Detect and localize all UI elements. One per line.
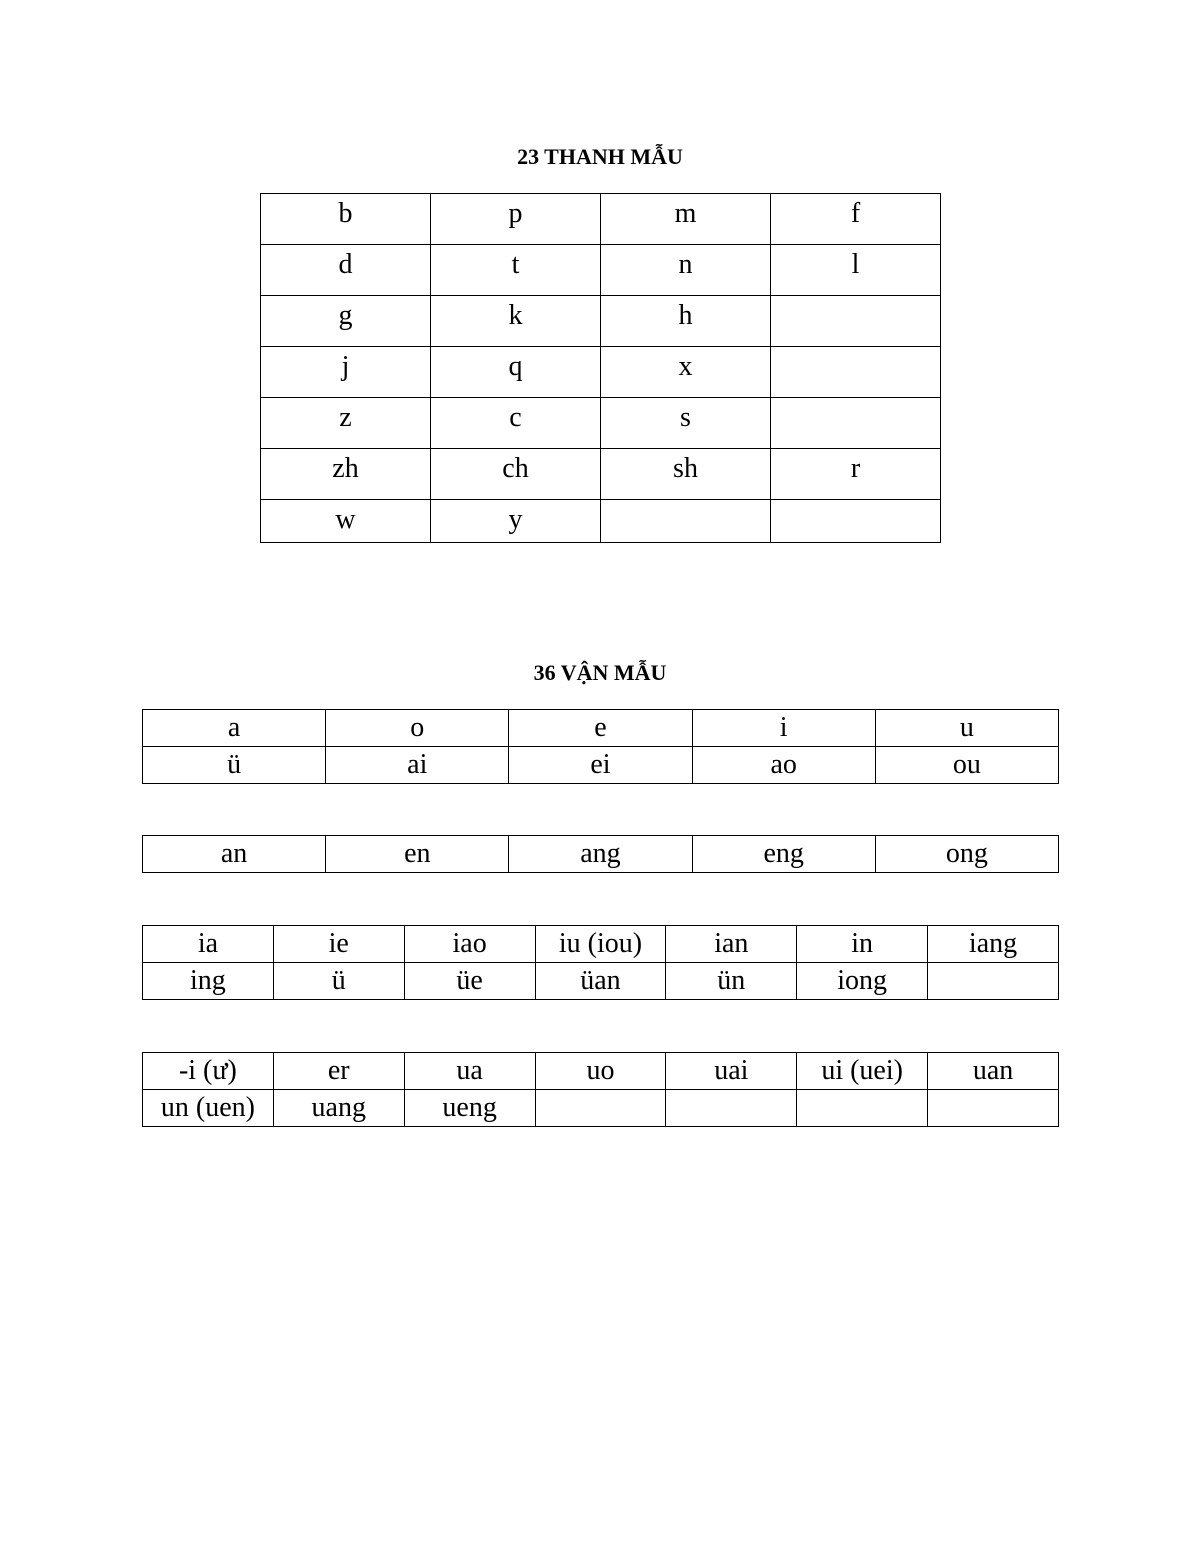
initials-title: 23 THANH MẪU <box>517 144 683 169</box>
table-cell <box>771 398 941 449</box>
table-cell: ü <box>273 963 404 1000</box>
table-row <box>261 296 941 347</box>
table-cell: iao <box>404 926 535 963</box>
finals-table-nasal <box>142 835 1059 873</box>
table-cell: t <box>431 245 601 296</box>
table-cell: i <box>692 710 875 747</box>
table-row <box>261 398 941 449</box>
table-row <box>143 747 1059 784</box>
table-cell: ing <box>143 963 274 1000</box>
table-cell <box>797 1090 928 1127</box>
table-row <box>261 500 941 543</box>
table-cell <box>771 500 941 543</box>
table-row <box>143 1053 1059 1090</box>
table-cell <box>666 1090 797 1127</box>
table-cell <box>771 347 941 398</box>
table-cell <box>928 963 1059 1000</box>
table-cell: s <box>601 398 771 449</box>
table-row <box>261 194 941 245</box>
table-cell: en <box>326 836 509 873</box>
table-cell: in <box>797 926 928 963</box>
table-cell: iong <box>797 963 928 1000</box>
table-cell: a <box>143 710 326 747</box>
table-cell: zh <box>261 449 431 500</box>
table-cell: üan <box>535 963 666 1000</box>
table-cell: ia <box>143 926 274 963</box>
table-cell: ou <box>875 747 1058 784</box>
table-cell: uai <box>666 1053 797 1090</box>
finals-title: 36 VẬN MẪU <box>533 660 667 685</box>
table-cell: ün <box>666 963 797 1000</box>
table-cell: ueng <box>404 1090 535 1127</box>
table-row <box>261 245 941 296</box>
table-cell: h <box>601 296 771 347</box>
table-row <box>143 836 1059 873</box>
table-row <box>143 710 1059 747</box>
table-cell: üe <box>404 963 535 1000</box>
table-row <box>143 1090 1059 1127</box>
table-cell: z <box>261 398 431 449</box>
table-cell: ui (uei) <box>797 1053 928 1090</box>
table-cell: f <box>771 194 941 245</box>
table-cell: ua <box>404 1053 535 1090</box>
table-cell: ai <box>326 747 509 784</box>
table-cell: m <box>601 194 771 245</box>
table-cell <box>771 296 941 347</box>
table-cell: ao <box>692 747 875 784</box>
table-cell: ü <box>143 747 326 784</box>
table-cell: o <box>326 710 509 747</box>
table-cell: c <box>431 398 601 449</box>
finals-table-i-group <box>142 925 1059 1000</box>
table-cell: iang <box>928 926 1059 963</box>
table-row <box>143 963 1059 1000</box>
table-cell: l <box>771 245 941 296</box>
table-cell: eng <box>692 836 875 873</box>
table-cell: r <box>771 449 941 500</box>
table-cell: j <box>261 347 431 398</box>
table-cell: b <box>261 194 431 245</box>
table-cell: ong <box>875 836 1058 873</box>
table-cell: g <box>261 296 431 347</box>
table-row <box>261 347 941 398</box>
table-row <box>143 926 1059 963</box>
table-cell: ei <box>509 747 692 784</box>
table-cell: un (uen) <box>143 1090 274 1127</box>
table-cell: -i (ư) <box>143 1053 274 1090</box>
table-cell: iu (iou) <box>535 926 666 963</box>
table-cell: q <box>431 347 601 398</box>
table-cell: d <box>261 245 431 296</box>
table-cell <box>535 1090 666 1127</box>
table-cell: w <box>261 500 431 543</box>
table-cell: y <box>431 500 601 543</box>
table-cell: er <box>273 1053 404 1090</box>
initials-table <box>260 193 941 543</box>
table-cell <box>928 1090 1059 1127</box>
finals-table-simple <box>142 709 1059 784</box>
table-cell: ch <box>431 449 601 500</box>
table-cell: p <box>431 194 601 245</box>
table-cell: uo <box>535 1053 666 1090</box>
table-cell: u <box>875 710 1058 747</box>
table-cell: n <box>601 245 771 296</box>
table-cell: ang <box>509 836 692 873</box>
table-cell: ie <box>273 926 404 963</box>
table-cell: uang <box>273 1090 404 1127</box>
table-cell: x <box>601 347 771 398</box>
table-cell: sh <box>601 449 771 500</box>
table-cell: uan <box>928 1053 1059 1090</box>
table-cell: k <box>431 296 601 347</box>
table-cell <box>601 500 771 543</box>
table-cell: ian <box>666 926 797 963</box>
table-cell: an <box>143 836 326 873</box>
finals-table-u-group <box>142 1052 1059 1127</box>
table-row <box>261 449 941 500</box>
table-cell: e <box>509 710 692 747</box>
